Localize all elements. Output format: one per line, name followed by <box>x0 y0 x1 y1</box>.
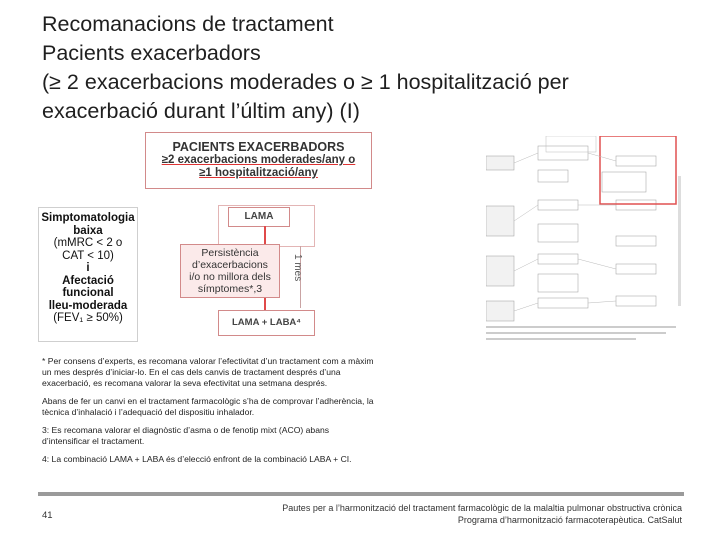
criteria-line: Simptomatologia <box>41 212 135 224</box>
persistence-line: d’exacerbacions <box>192 259 268 271</box>
header-criteria-1: ≥2 exacerbacions moderades/any o <box>161 154 356 166</box>
footnote-3: 3: Es recomana valorar el diagnòstic d’asma o de fenotip mixt (ACO) abans d’intensificar el tractament. <box>42 425 330 446</box>
guideline-figure-thumbnail <box>486 136 686 348</box>
criteria-line: i <box>86 262 90 274</box>
criteria-line: Afectació <box>62 274 114 287</box>
criteria-line: (FEV₁ ≥ 50%) <box>53 312 123 324</box>
title-line-3: (≥ 2 exacerbacions moderades o ≥ 1 hospitalització per <box>42 70 569 94</box>
footnote-1: * Per consens d’experts, es recomana valorar l’efectivitat d’un tractament com a màxim un mes després d’iniciar-lo. En el cas dels canvis de tractament després d’una exacerbació, es recomana valorar la seva efectivitat una setmana després. <box>42 356 374 388</box>
footnote-4: 4: La combinació LAMA + LABA és d’elecció enfront de la combinació LABA + CI. <box>42 454 352 464</box>
flow-connector <box>264 298 266 310</box>
criteria-line: (mMRC < 2 o <box>53 237 123 249</box>
footnote-2: Abans de fer un canvi en el tractament farmacològic s’ha de comprovar l’adherència, la tècnica d’inhalació i l’adequació del dispositiu inhalador. <box>42 396 374 417</box>
footer-source <box>262 502 682 526</box>
page-number: 41 <box>42 510 53 521</box>
footer-line-2: Programa d’harmonització farmacoterapèutica. CatSalut <box>457 515 682 525</box>
header-title: PACIENTS EXACERBADORS <box>172 140 345 154</box>
lama-laba-box: LAMA + LABA⁴ <box>218 310 315 336</box>
header-criteria-2: ≥1 hospitalització/any <box>199 167 318 179</box>
flow-connector <box>264 226 266 244</box>
footnotes <box>42 356 377 472</box>
criteria-line: funcional <box>62 287 114 299</box>
persistence-line: i/o no millora dels <box>189 271 271 283</box>
treatment-flowchart <box>38 132 478 344</box>
criteria-line: CAT < 10) <box>62 249 114 262</box>
exacerbators-header-box <box>145 132 372 189</box>
one-month-label: 1 mes <box>292 254 303 282</box>
title-line-2: Pacients exacerbadors <box>42 41 261 65</box>
guideline-diagram-image <box>486 136 686 348</box>
criteria-line: lleu-moderada <box>48 299 128 312</box>
persistence-box <box>180 244 280 298</box>
persistence-line: Persistència <box>201 247 259 259</box>
title-line-1: Recomanacions de tractament <box>42 12 334 36</box>
lama-box: LAMA <box>228 207 290 227</box>
symptom-criteria-box <box>38 207 138 342</box>
footer-line-1: Pautes per a l’harmonització del tractament farmacològic de la malaltia pulmonar obstructiva crònica <box>282 503 682 513</box>
footer-divider <box>38 492 684 496</box>
criteria-line: baixa <box>73 224 103 237</box>
title-line-4: exacerbació durant l’últim any) (I) <box>42 99 360 123</box>
slide-title <box>42 10 702 126</box>
persistence-line: símptomes*,3 <box>197 283 263 295</box>
